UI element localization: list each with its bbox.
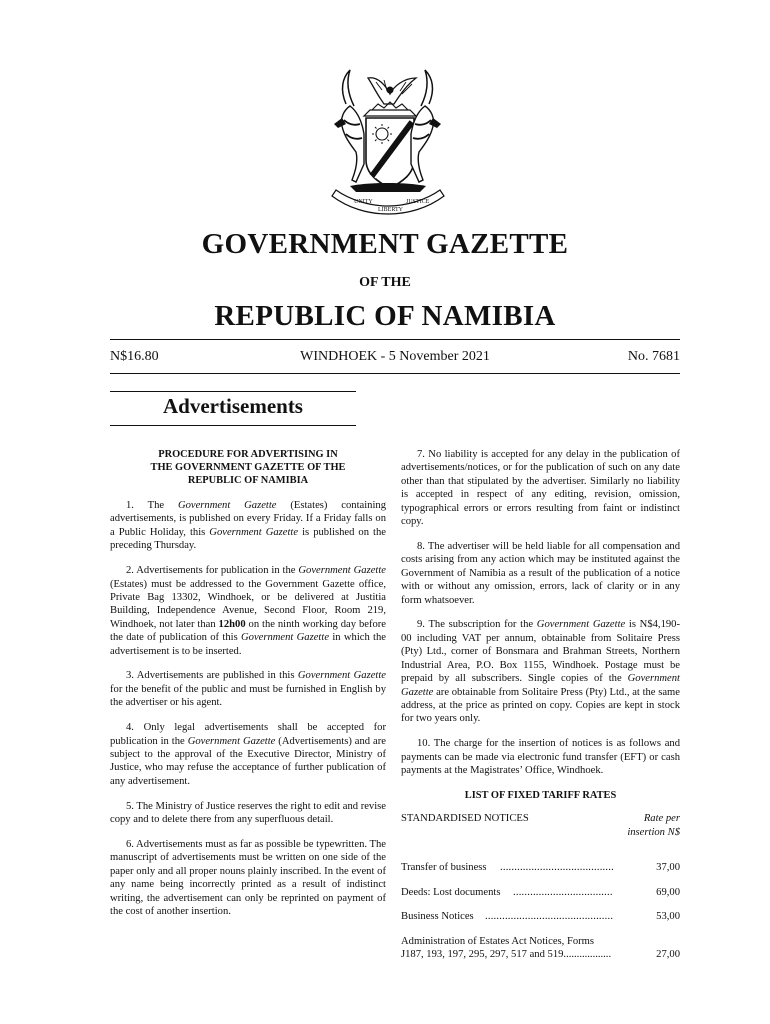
tariff-value: 69,00 [656, 886, 680, 898]
namibia-coat-of-arms-icon [320, 64, 455, 216]
tariff-value: 37,00 [656, 862, 680, 874]
procedure-paragraph-4: 4. Only legal advertisements shall be accepted for publication in the Government Gazette (Advertisements) and are subject to the approval of the Executive Director, Ministry of Justice, who may refuse the acceptance of further publication of any advertisement. [110, 722, 386, 787]
tariff-col-rate: Rate per insertion N$ [627, 813, 680, 838]
tariff-row [401, 886, 680, 899]
tariff-column-headers [401, 812, 680, 850]
header-rule-bottom [110, 373, 680, 374]
procedure-paragraph-7: 7. No liability is accepted for any delay in the publication of advertisements/notices, or for the publication of such on any date other than that stipulated by the advertiser. Similarly no liability is accepted in respect of any editing, revision, omission, typographical errors or errors resulting from faint or indistinct copy. [401, 449, 680, 528]
tariff-col-notices: STANDARDISED NOTICES [401, 813, 529, 825]
tariff-label: Deeds: Lost documents [401, 886, 501, 898]
issue-price: N$16.80 [110, 349, 159, 364]
issue-info-row [110, 349, 680, 367]
procedure-paragraph-5: 5. The Ministry of Justice reserves the right to edit and revise copy and to delete there from any superfluous detail. [110, 800, 386, 826]
tariff-leader: ............................................. [485, 911, 614, 923]
gazette-subtitle: OF THE [359, 275, 411, 290]
procedure-heading-line: PROCEDURE FOR ADVERTISING IN [158, 449, 338, 460]
section-title: Advertisements [163, 394, 303, 418]
header-rule-top [110, 339, 680, 340]
tariff-value: 27,00 [656, 948, 680, 960]
tariff-row [401, 861, 680, 874]
section-rule-bottom [110, 425, 356, 426]
procedure-paragraph-8: 8. The advertiser will be held liable for all compensation and costs arising from any action which may be instituted against the Government of Namibia as a result of the publication of a notice with or without any omission, errors, lack of clarity or in any form whatsoever. [401, 540, 680, 606]
tariff-label: Transfer of business [401, 862, 487, 874]
section-rule-top [110, 391, 356, 392]
right-column [401, 448, 680, 962]
country-title: REPUBLIC OF NAMIBIA [214, 300, 556, 332]
left-column [110, 448, 386, 930]
procedure-heading-line: THE GOVERNMENT GAZETTE OF THE [150, 462, 346, 473]
tariff-leader: ................................... [513, 886, 613, 898]
procedure-paragraph-2: 2. Advertisements for publication in the Government Gazette (Estates) must be addressed to the Government Gazette office, Private Bag 13302, Windhoek, or be delivered at Justitia Building, Independence Avenue, Second Floor, Room 219, Windhoek, not later than 12h00 on the ninth working day before the date of publication of this Government Gazette in which the advertisement is to be inserted. [110, 565, 386, 657]
crest-ribbon-right: JUSTICE [406, 199, 430, 205]
procedure-paragraph-6: 6. Advertisements must as far as possible be typewritten. The manuscript of advertisements must be written on one side of the paper only and all proper nouns plainly inscribed. In the event of any name being incorrectly printed as a result of indistinct writing, the advertisement can only be reprinted on payment of the cost of another insertion. [110, 839, 386, 918]
procedure-paragraph-3: 3. Advertisements are published in this Government Gazette for the benefit of the public and must be furnished in English by the advertiser or his agent. [110, 670, 386, 709]
gazette-title: GOVERNMENT GAZETTE [201, 228, 569, 260]
crest-ribbon-center: LIBERTY [378, 207, 403, 213]
tariff-label: Administration of Estates Act Notices, Forms [401, 935, 595, 947]
crest-ribbon-left: UNITY [354, 199, 373, 205]
tariff-label-continued: J187, 193, 197, 295, 297, 517 and 519.................. [401, 948, 612, 960]
tariff-heading: LIST OF FIXED TARIFF RATES [464, 789, 617, 801]
procedure-paragraph-10: 10. The charge for the insertion of notices is as follows and payments can be made via electronic fund transfer (EFT) or cash payments at the Magistrates’ Office, Windhoek. [401, 738, 680, 777]
tariff-row [401, 910, 680, 923]
procedure-paragraph-1: 1. The Government Gazette (Estates) containing advertisements, is published on every Friday. If a Friday falls on a Public Holiday, this Government Gazette is published on the preceding Thursday. [110, 500, 386, 552]
procedure-heading-line: REPUBLIC OF NAMIBIA [187, 475, 309, 486]
procedure-paragraph-9: 9. The subscription for the Government Gazette is N$4,190-00 including VAT per annum, obtainable from Solitaire Press (Pty) Ltd., corner of Bonsmara and Brahman Streets, Northern Industrial Area, P.O. Box 1155, Windhoek. Postage must be prepaid by all subscribers. Single copies of the Government Gazette are obtainable from Solitaire Press (Pty) Ltd., at the same address, at the price as printed on copy. Copies are kept in stock for two years only. [401, 619, 680, 725]
issue-number: No. 7681 [627, 349, 680, 364]
tariff-label: Business Notices [401, 911, 474, 923]
tariff-value: 53,00 [656, 911, 680, 923]
issue-place-date: WINDHOEK - 5 November 2021 [300, 349, 490, 364]
tariff-leader: ........................................ [500, 862, 614, 874]
procedure-heading [110, 448, 386, 487]
tariff-row [401, 935, 680, 962]
